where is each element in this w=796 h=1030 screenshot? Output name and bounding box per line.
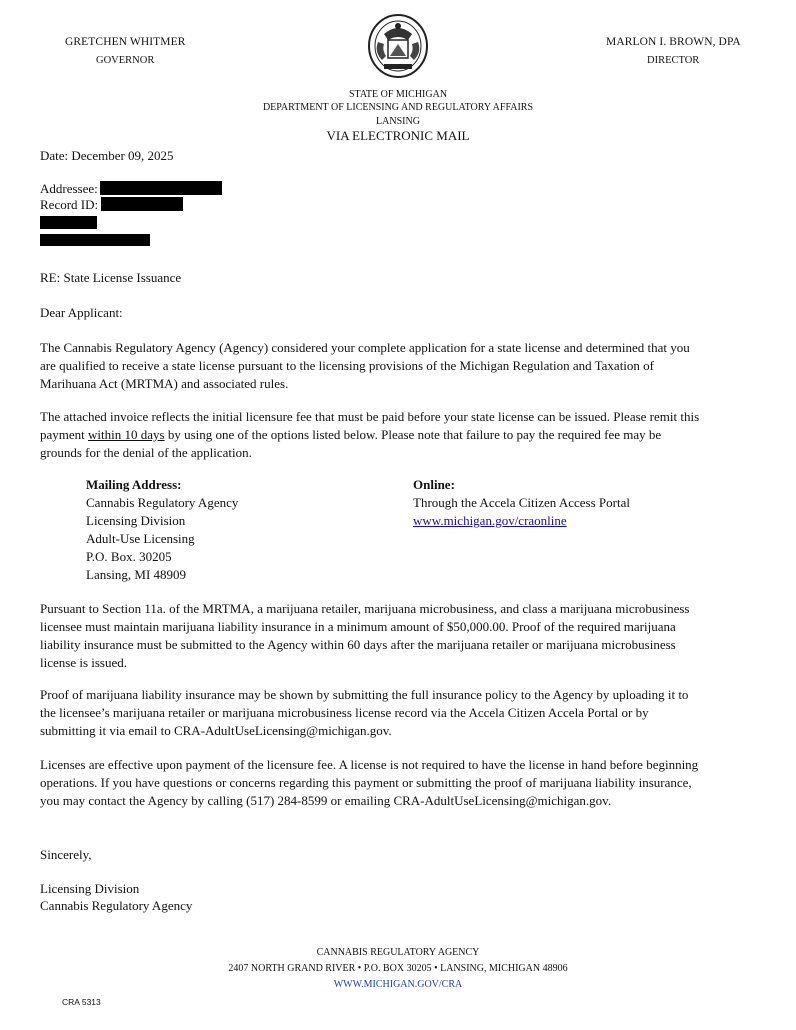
director-title: DIRECTOR — [647, 55, 700, 66]
footer-website-link[interactable]: WWW.MICHIGAN.GOV/CRA — [333, 979, 463, 990]
delivery-method: VIA ELECTRONIC MAIL — [326, 128, 470, 143]
online-payment-block — [413, 476, 743, 530]
michigan-seal-icon — [366, 12, 430, 80]
record-id-label: Record ID: — [40, 197, 99, 212]
governor-name: GRETCHEN WHITMER — [65, 36, 186, 48]
paragraph-license-effective: Licenses are effective upon payment of the licensure fee. A license is not required to have the license in hand before beginning operations. If you have questions or concerns regarding this payment or submitting the proof of marijuana liability insurance, you may contact the Agency by calling (517) 284-8599 or emailing CRA-AdultUseLicensing@michigan.gov. — [40, 757, 699, 808]
closing: Sincerely, — [40, 847, 92, 862]
addressee-label: Addressee: — [40, 181, 98, 196]
mailing-address-line: Adult-Use Licensing — [86, 531, 195, 546]
paragraph-payment-text: by using one of the options listed below. Please note that failure to pay the required fee may be grounds for the denial of the application. — [40, 427, 662, 460]
letter-date: Date: December 09, 2025 — [40, 148, 174, 163]
redaction-bar — [101, 197, 183, 211]
redaction-bar — [40, 216, 97, 229]
department-name: DEPARTMENT OF LICENSING AND REGULATORY AFFAIRS — [262, 102, 534, 113]
mailing-address-line: Lansing, MI 48909 — [86, 567, 187, 582]
craonline-link[interactable]: www.michigan.gov/craonline — [413, 513, 567, 528]
redaction-bar — [100, 181, 222, 195]
paragraph-insurance-proof: Proof of marijuana liability insurance may be shown by submitting the full insurance policy to the Agency by uploading it to the licensee’s marijuana retailer or marijuana microbusiness license record via the Accela Citizen Accela Portal or by submitting it via email to CRA-AdultUseLicensing@michigan.gov. — [40, 687, 689, 738]
mailing-address-block — [86, 476, 386, 584]
mailing-address-line: Licensing Division — [86, 513, 186, 528]
mailing-address-heading: Mailing Address: — [86, 477, 182, 492]
form-id: CRA 5313 — [62, 997, 101, 1007]
paragraph-qualification: The Cannabis Regulatory Agency (Agency) considered your complete application for a state license and determined that you are qualified to receive a state license pursuant to the licensing provisions of the Michigan Regulation and Taxation of Marihuana Act (MRTMA) and associated rules. — [40, 340, 690, 391]
footer-agency: CANNABIS REGULATORY AGENCY — [316, 947, 480, 958]
redaction-bar — [40, 234, 150, 246]
subject-line: RE: State License Issuance — [40, 270, 182, 285]
online-description: Through the Accela Citizen Access Portal — [413, 495, 630, 510]
paragraph-payment — [40, 408, 700, 462]
signature-agency: Cannabis Regulatory Agency — [40, 898, 193, 913]
footer-address: 2407 NORTH GRAND RIVER • P.O. BOX 30205 • LANSING, MICHIGAN 48906 — [228, 963, 568, 974]
signature-division: Licensing Division — [40, 881, 140, 896]
governor-title: GOVERNOR — [96, 55, 155, 66]
mailing-address-line: Cannabis Regulatory Agency — [86, 495, 239, 510]
city-name: LANSING — [376, 116, 420, 127]
state-name: STATE OF MICHIGAN — [348, 89, 448, 100]
online-heading: Online: — [413, 477, 455, 492]
payment-deadline: within 10 days — [88, 427, 165, 442]
footer-website-wrap — [0, 977, 796, 992]
mailing-address-line: P.O. Box. 30205 — [86, 549, 172, 564]
paragraph-insurance-requirement: Pursuant to Section 11a. of the MRTMA, a marijuana retailer, marijuana microbusiness, and class a marijuana microbusiness licensee must maintain marijuana liability insurance in a minimum amount of $50,000.00. Proof of the required marijuana liability insurance must be submitted to the Agency within 60 days after the marijuana retailer or marijuana microbusiness license is issued. — [40, 601, 690, 670]
paragraph-payment-text: The attached invoice reflects the initial licensure fee that must be paid before your state license can be issued. Please remit this payment — [40, 409, 700, 442]
director-name: MARLON I. BROWN, DPA — [606, 36, 741, 48]
salutation: Dear Applicant: — [40, 305, 123, 320]
